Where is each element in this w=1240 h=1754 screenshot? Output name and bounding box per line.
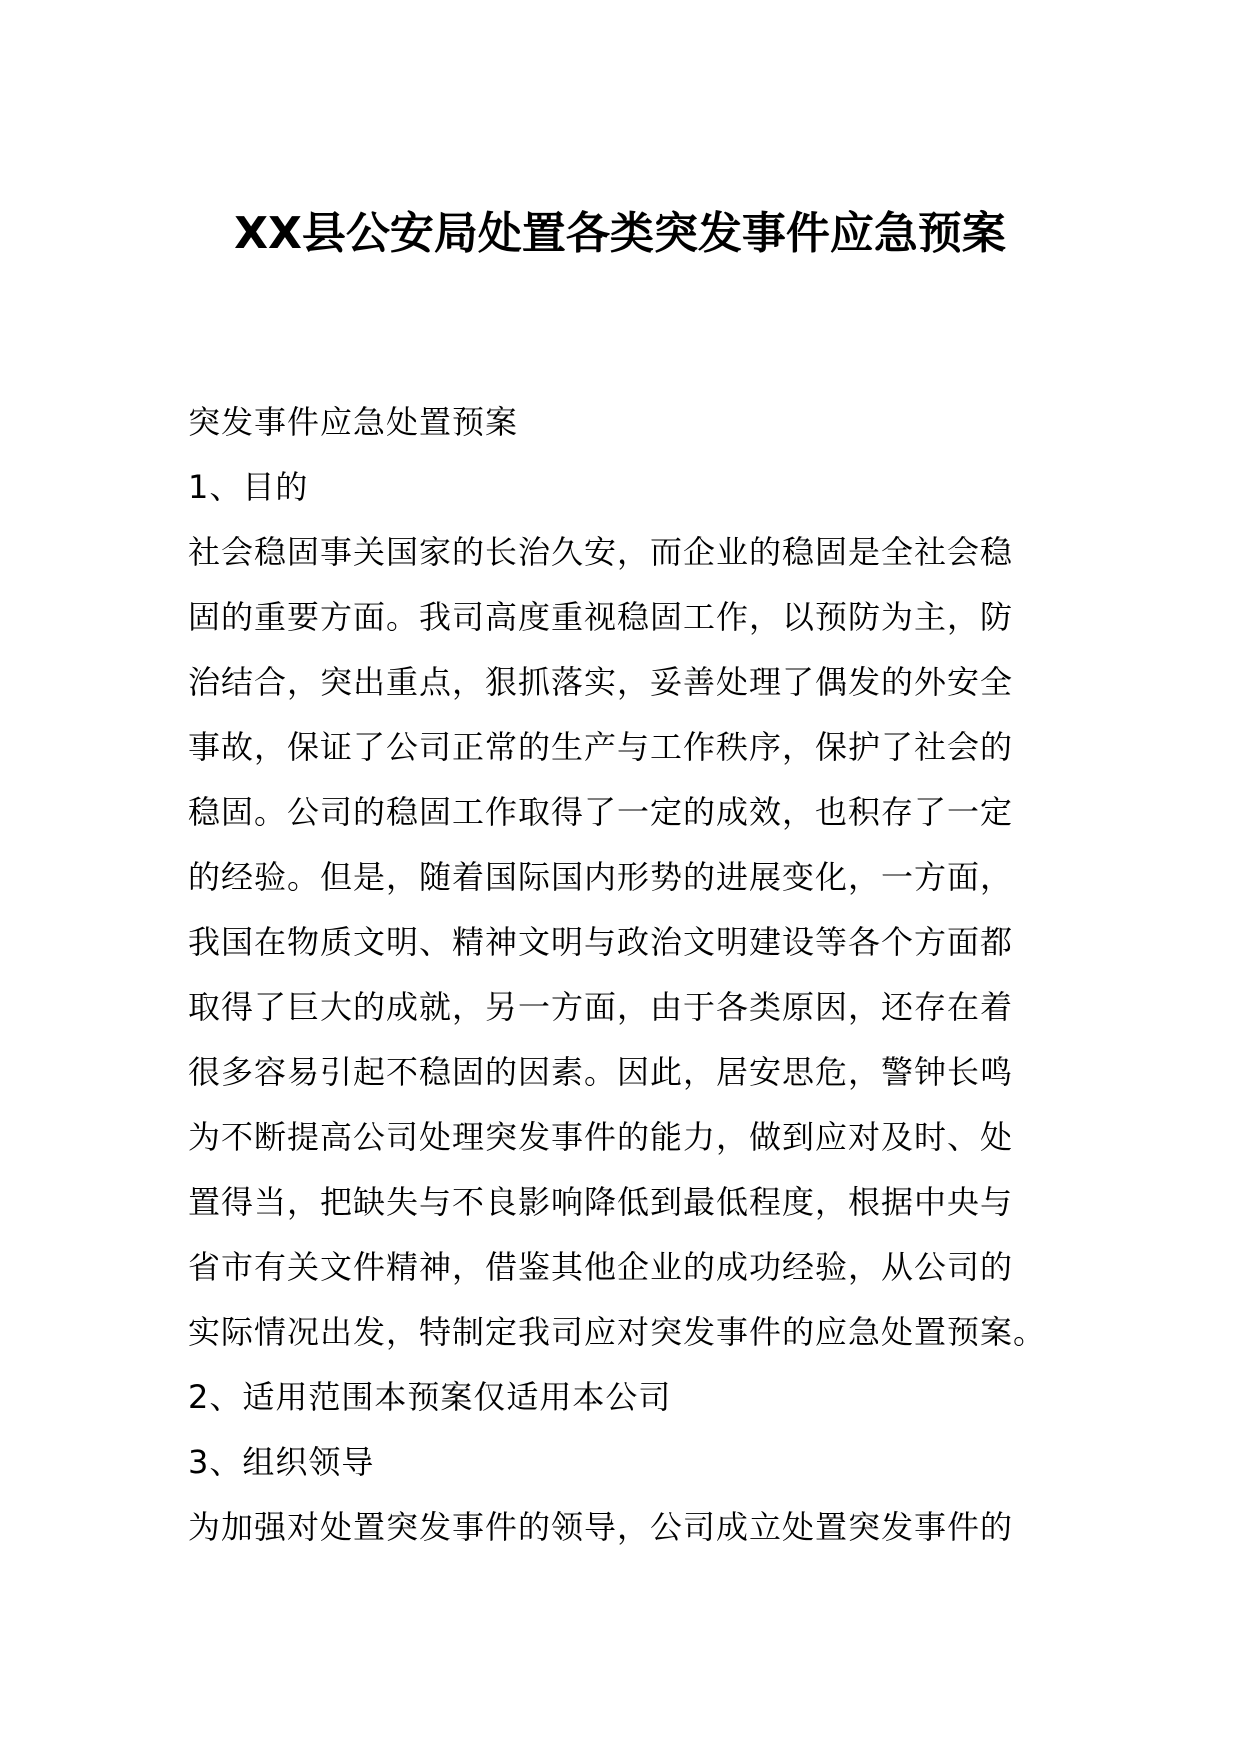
heading-line: 突发事件应急处置预案 bbox=[188, 403, 519, 441]
paragraph-line: 的经验。但是，随着国际国内形势的进展变化，一方面， bbox=[188, 858, 1014, 896]
document-title: XX县公安局处置各类突发事件应急预案 bbox=[234, 208, 1006, 259]
paragraph-line: 我国在物质文明、精神文明与政治文明建设等各个方面都 bbox=[188, 923, 1014, 961]
section-heading-scope: 2、适用范围本预案仅适用本公司 bbox=[188, 1378, 672, 1416]
paragraph-line: 社会稳固事关国家的长治久安，而企业的稳固是全社会稳 bbox=[188, 533, 1014, 571]
paragraph-line: 为加强对处置突发事件的领导，公司成立处置突发事件的 bbox=[188, 1508, 1014, 1546]
paragraph-line: 省市有关文件精神，借鉴其他企业的成功经验，从公司的 bbox=[188, 1248, 1014, 1286]
paragraph-line: 治结合，突出重点，狠抓落实，妥善处理了偶发的外安全 bbox=[188, 663, 1014, 701]
paragraph-line: 很多容易引起不稳固的因素。因此，居安思危，警钟长鸣 bbox=[188, 1053, 1014, 1091]
paragraph-line: 稳固。公司的稳固工作取得了一定的成效，也积存了一定 bbox=[188, 793, 1014, 831]
paragraph-line: 事故，保证了公司正常的生产与工作秩序，保护了社会的 bbox=[188, 728, 1014, 766]
paragraph-line: 固的重要方面。我司高度重视稳固工作，以预防为主，防 bbox=[188, 598, 1014, 636]
paragraph-line: 为不断提高公司处理突发事件的能力，做到应对及时、处 bbox=[188, 1118, 1014, 1156]
paragraph-line: 实际情况出发，特制定我司应对突发事件的应急处置预案。 bbox=[188, 1313, 1047, 1351]
section-heading-purpose: 1、目的 bbox=[188, 468, 309, 506]
paragraph-line: 取得了巨大的成就，另一方面，由于各类原因，还存在着 bbox=[188, 988, 1014, 1026]
section-heading-organization: 3、组织领导 bbox=[188, 1443, 375, 1481]
paragraph-line: 置得当，把缺失与不良影响降低到最低程度，根据中央与 bbox=[188, 1183, 1014, 1221]
document-body bbox=[188, 390, 1056, 1560]
